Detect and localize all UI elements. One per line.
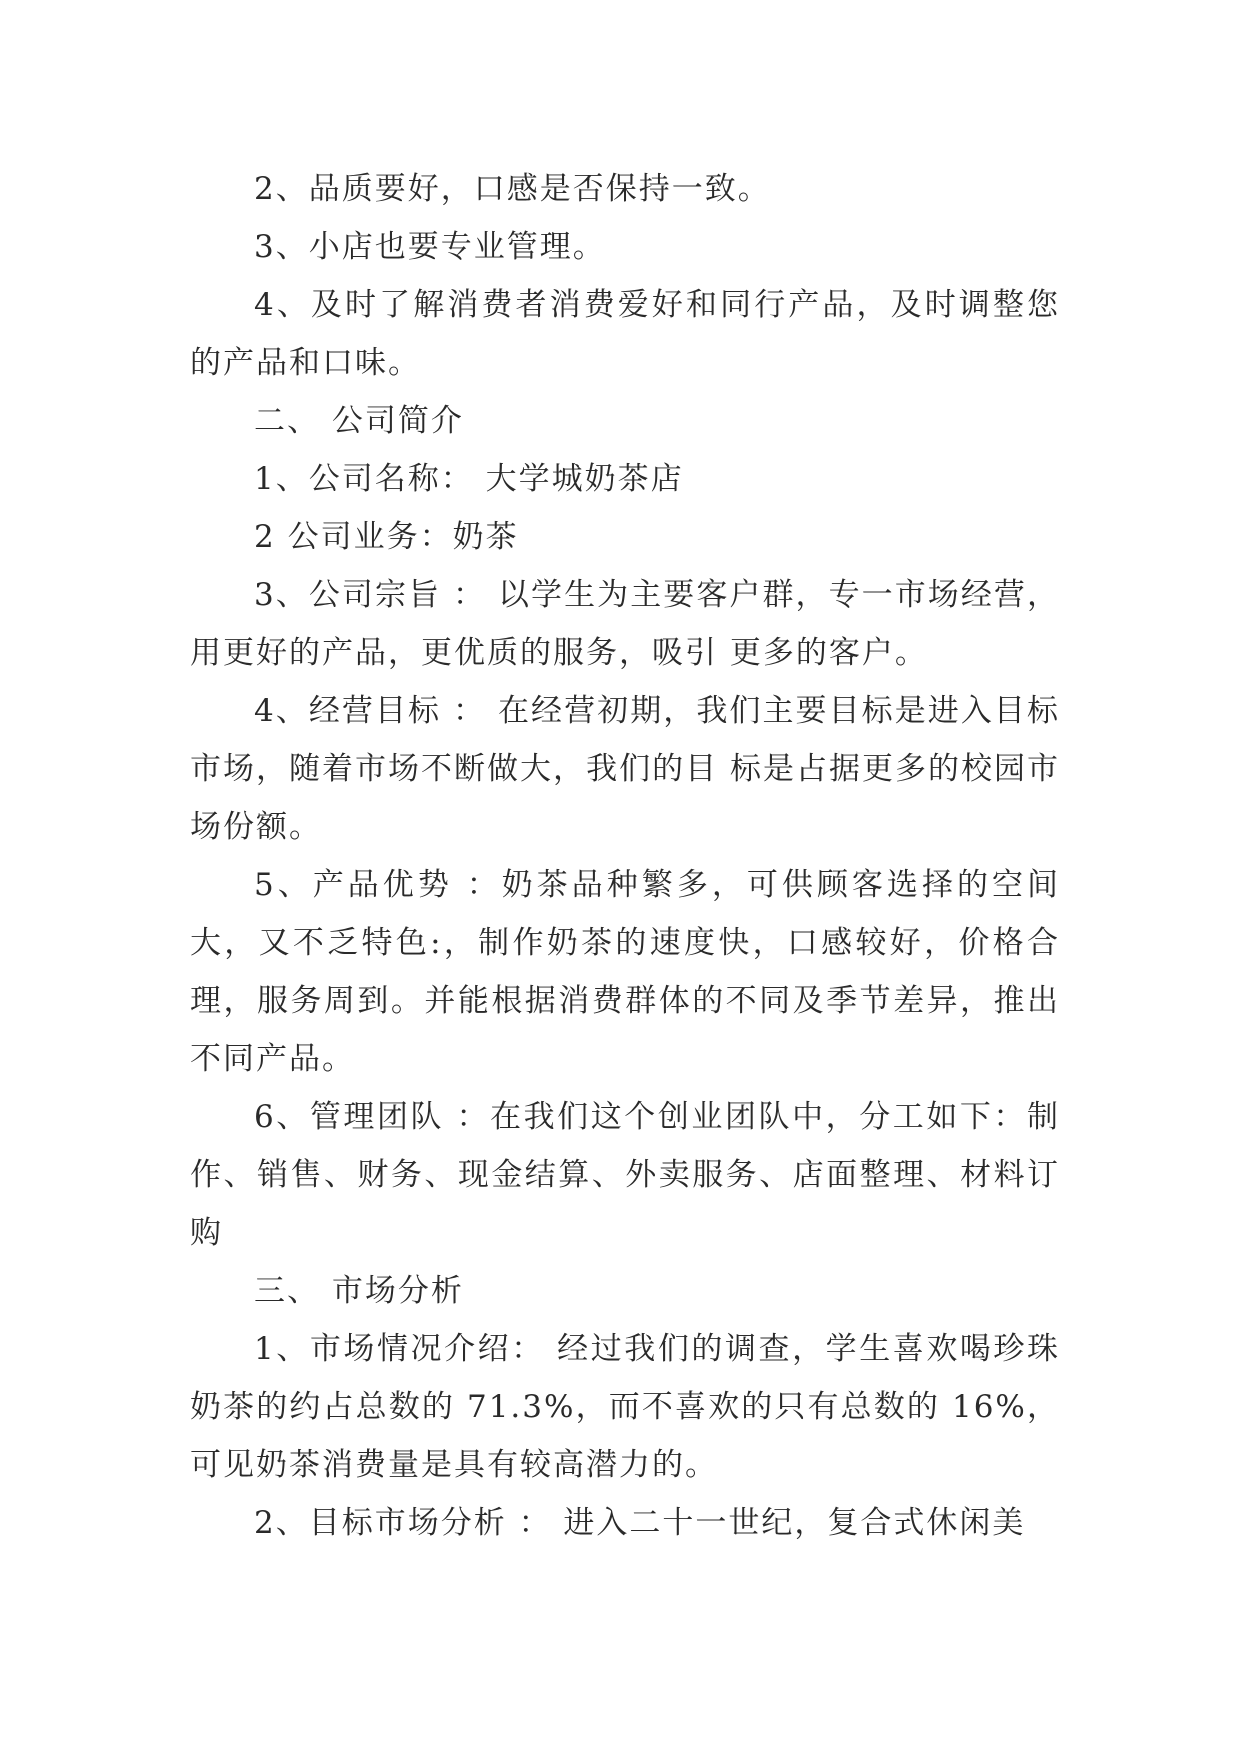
paragraph-company-business: 2 公司业务：奶茶 [254,519,519,555]
paragraph-management: 3、小店也要专业管理。 [254,229,606,265]
paragraph-management-team: 6、管理团队 ：在我们这个创业团队中，分工如下：制作、销售、财务、现金结算、外卖服务、店面整理、材料订购 [190,1099,1060,1251]
paragraph-quality: 2、品质要好，口感是否保持一致。 [254,171,771,207]
paragraph-consumer-preference: 4、及时了解消费者消费爱好和同行产品，及时调整您的产品和口味。 [190,287,1060,381]
paragraph-market-overview: 1、市场情况介绍： 经过我们的调查，学生喜欢喝珍珠奶茶的约占总数的 71.3%，而不喜欢的只有总数的 16%，可见奶茶消费量是具有较高潜力的。 [190,1331,1060,1483]
paragraph-product-advantage: 5、产品优势 ：奶茶品种繁多，可供顾客选择的空间大，又不乏特色:，制作奶茶的速度快，口感较好，价格合理，服务周到。并能根据消费群体的不同及季节差异，推出不同产品。 [190,867,1060,1077]
document-body [190,160,1060,1552]
section-heading-company-profile: 二、 公司简介 [254,403,464,439]
paragraph-target-market: 2、目标市场分析 ： 进入二十一世纪，复合式休闲美 [254,1505,1026,1541]
section-heading-market-analysis: 三、 市场分析 [254,1273,464,1309]
paragraph-business-goal: 4、经营目标 ： 在经营初期，我们主要目标是进入目标市场，随着市场不断做大，我们的目 标是占据更多的校园市场份额。 [190,693,1060,845]
paragraph-company-name: 1、公司名称： 大学城奶茶店 [254,461,684,497]
paragraph-company-purpose: 3、公司宗旨 ： 以学生为主要客户群，专一市场经营，用更好的产品，更优质的服务，吸引 更多的客户。 [190,577,1060,671]
